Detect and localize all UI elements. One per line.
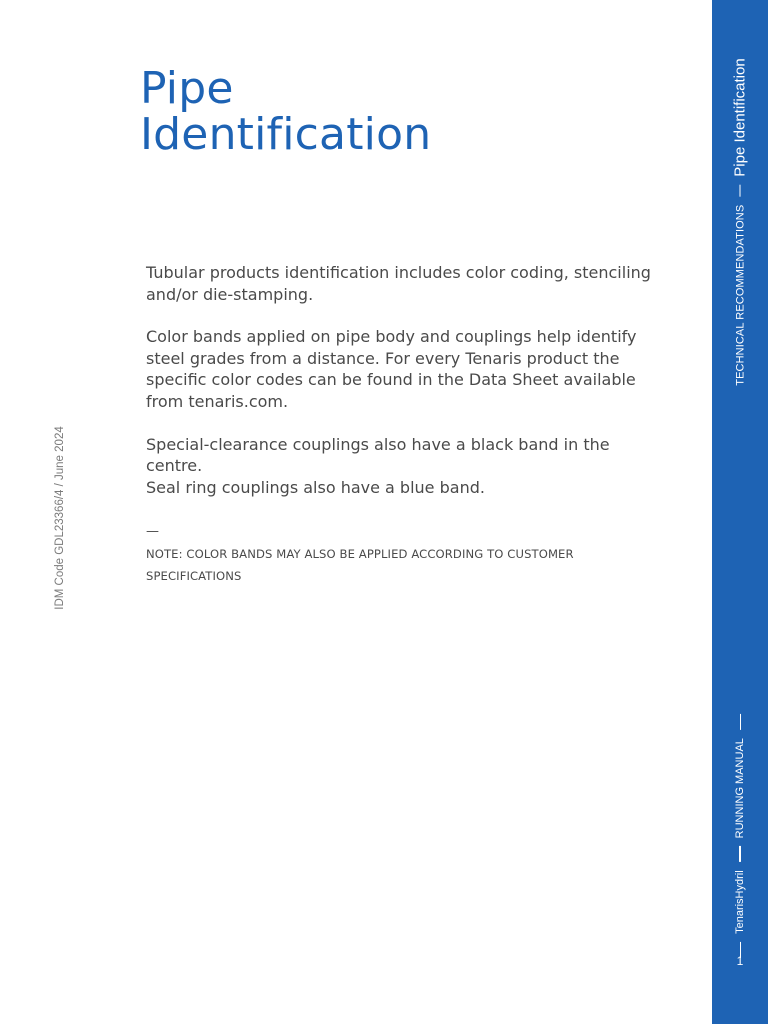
separator [739, 846, 741, 862]
separator [740, 185, 741, 197]
section-label: TECHNICAL RECOMMENDATIONS [734, 204, 746, 386]
paragraph-identification: Tubular products identification includes color coding, stenciling and/or die-stamping. [146, 263, 651, 304]
paragraph-seal-ring: Seal ring couplings also have a blue band. [146, 477, 485, 497]
side-bar [712, 0, 768, 1024]
paragraph-color-bands: Color bands applied on pipe body and couplings help identify steel grades from a distance. For every Tenaris product the specific color codes can be found in the Data Sheet available from tenaris.com. [146, 327, 637, 411]
page-title [140, 63, 432, 160]
note-text: NOTE: COLOR BANDS MAY ALSO BE APPLIED ACCORDING TO CUSTOMER SPECIFICATIONS [146, 547, 574, 583]
page-title-line-1: Pipe [140, 63, 234, 114]
side-bar-brand-label [734, 706, 746, 966]
body-text [146, 262, 666, 498]
paragraph-special-clearance: Special-clearance couplings also have a black band in the centre. [146, 434, 610, 476]
manual-label: RUNNING MANUAL [734, 738, 746, 839]
idm-code: IDM Code GDL23366/4 / June 2024 [54, 426, 66, 610]
page-number: 1 [736, 954, 744, 968]
separator [740, 714, 741, 730]
brand-label: TenarisHydril [734, 870, 746, 934]
chapter-label: Pipe Identification [731, 58, 749, 177]
page-title-line-2: Identification [140, 109, 432, 160]
note-dash: — [146, 524, 159, 539]
side-bar-section-label [732, 58, 749, 385]
